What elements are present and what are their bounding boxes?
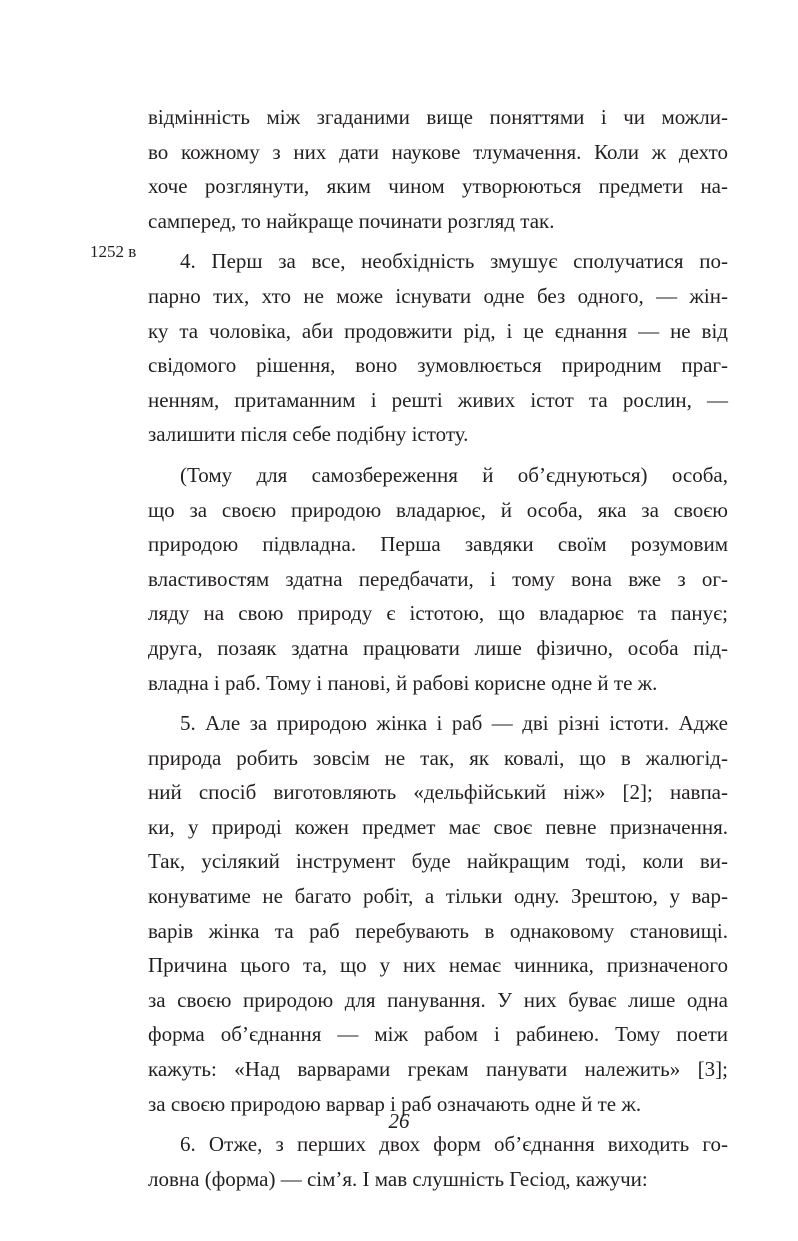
text-line: залишити після себе подібну істоту. <box>148 422 469 447</box>
text-line: варів жінка та раб перебувають в однаковому становищі. <box>148 918 728 943</box>
text-line: форма об’єднання — між рабом і рабинею. Тому поети <box>148 1022 728 1047</box>
text-line: природа робить зовсім не так, як ковалі, що в жалюгід- <box>148 745 728 770</box>
text-line: ку та чоловіка, аби продовжити рід, і це єднання — не від <box>148 318 728 343</box>
page-number: 26 <box>388 1109 410 1133</box>
text-line: ляду на свою природу є істотою, що владарює та панує; <box>148 601 728 626</box>
paragraph <box>148 244 728 452</box>
text-line: що за своєю природою владарює, й особа, яка за своєю <box>148 497 728 522</box>
text-line: 5. Але за природою жінка і раб — дві різні істоти. Адже <box>180 711 728 736</box>
text-line: (Тому для самозбереження й об’єднуються) особа, <box>180 462 728 487</box>
text-line: свідомого рішення, воно зумовлюється природним праг- <box>148 353 728 378</box>
paragraph <box>148 706 728 1121</box>
text-line: кажуть: «Над варварами грекам панувати належить» [3]; <box>148 1057 728 1082</box>
text-line: владна і раб. Тому і панові, й рабові корисне одне й те ж. <box>148 670 658 695</box>
margin-note: 1252 в <box>90 242 137 261</box>
text-line: парно тих, хто не може існувати одне без одного, — жін- <box>148 283 728 308</box>
text-line: відмінність між згаданими вище поняттями і чи можли- <box>148 105 728 129</box>
text-line: хоче розглянути, яким чином утворюються предмети на- <box>148 174 728 199</box>
text-line: самперед, то найкраще починати розгляд так. <box>148 208 555 233</box>
text-line: ки, у природі кожен предмет має своє певне призначення. <box>148 814 728 839</box>
text-line: конуватиме не багато робіт, а тільки одну. Зрештою, у вар- <box>148 884 728 909</box>
text-line: за своєю природою варвар і раб означають одне й те ж. <box>148 1091 642 1116</box>
text-line: за своєю природою для панування. У них буває лише одна <box>148 987 728 1012</box>
text-line: 6. Отже, з перших двох форм об’єднання виходить го- <box>180 1132 728 1157</box>
text-line: ненням, притаманним і решті живих істот та рослин, — <box>148 387 728 412</box>
paragraph <box>148 1127 728 1196</box>
text-line: 4. Перш за все, необхідність змушує сполучатися по- <box>180 249 728 274</box>
text-line: ний спосіб виготовляють «дельфійський ніж» [2]; навпа- <box>148 780 728 805</box>
text-line: природою підвладна. Перша завдяки своїм розумовим <box>148 532 728 557</box>
text-line: во кожному з них дати наукове тлумачення. Коли ж дехто <box>148 139 728 164</box>
text-line: Причина цього та, що у них немає чинника, призначеного <box>148 953 728 978</box>
text-line: друга, позаяк здатна працювати лише фізично, особа під- <box>148 635 728 660</box>
paragraph <box>148 458 728 700</box>
text-line: ловна (форма) — сім’я. І мав слушність Гесіод, кажучи: <box>148 1166 648 1191</box>
text-line: властивостям здатна передбачати, і тому вона вже з ог- <box>148 566 728 591</box>
text-line: Так, усілякий інструмент буде найкращим тоді, коли ви- <box>148 849 728 874</box>
paragraph <box>148 100 728 238</box>
body-text <box>148 100 728 1196</box>
